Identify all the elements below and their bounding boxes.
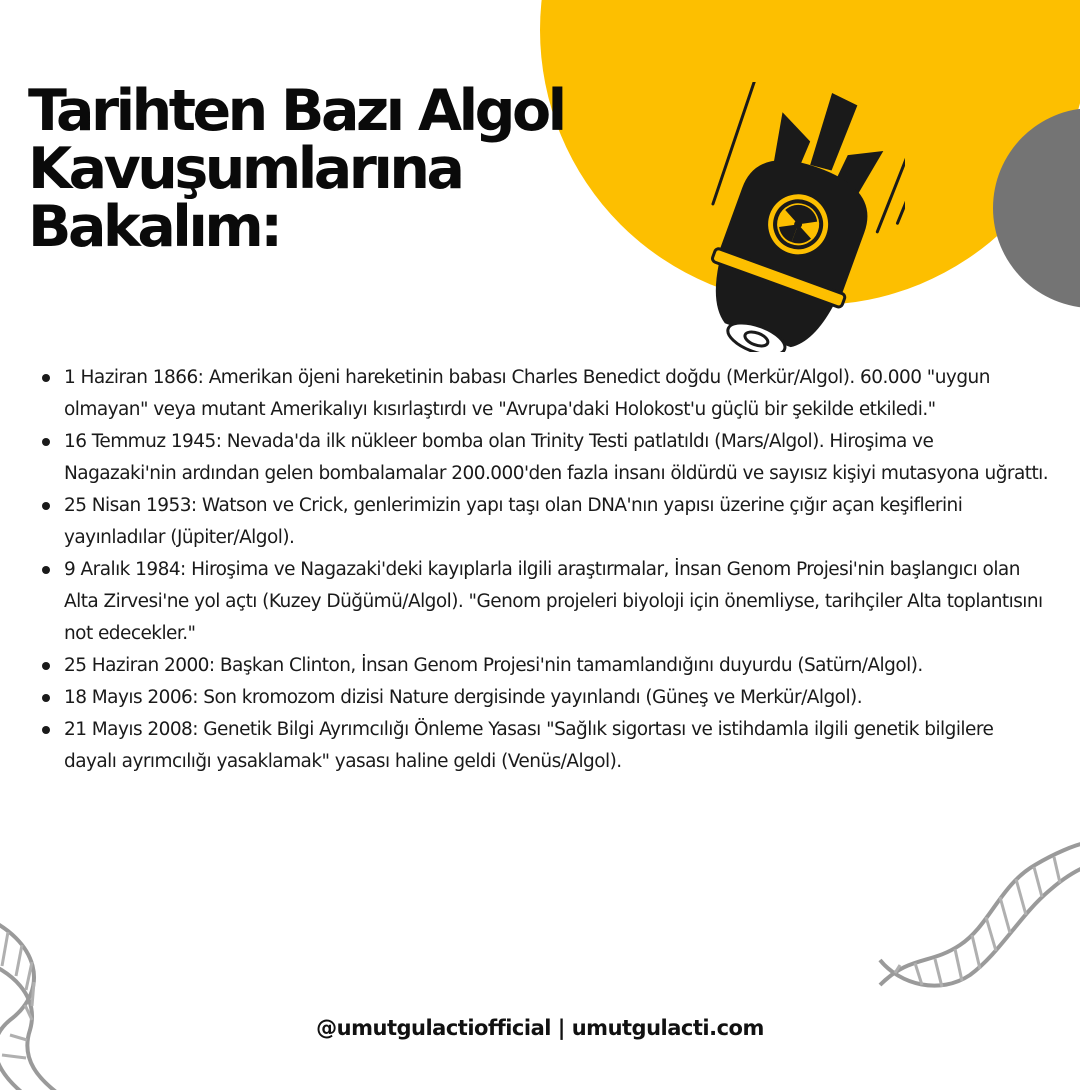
- bullet-icon: [42, 438, 50, 446]
- list-item: [40, 714, 1050, 778]
- list-item: [40, 362, 1050, 426]
- list-item: [40, 650, 1050, 682]
- event-text: 16 Temmuz 1945: Nevada'da ilk nükleer bomba olan Trinity Testi patlatıldı (Mars/Algol). Hiroşima ve Nagazaki'nin ardından gelen bombalamalar 200.000'den fazla insanı öldürdü ve sayısız kişiyi mutasyona uğrattı.: [64, 431, 1049, 484]
- event-text: 18 Mayıs 2006: Son kromozom dizisi Nature dergisinde yayınlandı (Güneş ve Merkür/Algol).: [64, 687, 863, 708]
- bullet-icon: [42, 726, 50, 734]
- dna-helix-icon: [0, 900, 100, 1090]
- bullet-icon: [42, 502, 50, 510]
- bullet-icon: [42, 694, 50, 702]
- bullet-icon: [42, 662, 50, 670]
- event-text: 25 Nisan 1953: Watson ve Crick, genlerimizin yapı taşı olan DNA'nın yapısı üzerine çığır açan keşiflerini yayınladılar (Jüpiter/Algol).: [64, 495, 963, 548]
- list-item: [40, 554, 1050, 650]
- event-text: 25 Haziran 2000: Başkan Clinton, İnsan Genom Projesi'nin tamamlandığını duyurdu (Satürn/Algol).: [64, 655, 923, 676]
- footer-credits: @umutgulactiofficial | umutgulacti.com: [316, 1016, 764, 1040]
- event-text: 1 Haziran 1866: Amerikan öjeni hareketinin babası Charles Benedict doğdu (Merkür/Algol). 60.000 "uygun olmayan" veya mutant Amerikalıyı kısırlaştırdı ve "Avrupa'daki Holokost'u güçlü bir şekilde etkiledi.": [64, 367, 990, 420]
- title-line: Bakalım:: [28, 194, 280, 260]
- title-line: Kavuşumlarına: [28, 136, 462, 202]
- list-item: [40, 426, 1050, 490]
- event-text: 21 Mayıs 2008: Genetik Bilgi Ayrımcılığı Önleme Yasası "Sağlık sigortası ve istihdamla ilgili genetik bilgilere dayalı ayrımcılığı yasaklamak" yasası haline geldi (Venüs/Algol).: [64, 719, 994, 772]
- bullet-icon: [42, 566, 50, 574]
- title-line: Tarihten Bazı Algol: [28, 78, 564, 144]
- list-item: [40, 490, 1050, 554]
- event-text: 9 Aralık 1984: Hiroşima ve Nagazaki'deki kayıplarla ilgili araştırmalar, İnsan Genom Projesi'nin başlangıcı olan Alta Zirvesi'ne yol açtı (Kuzey Düğümü/Algol). "Genom projeleri biyoloji için önemliyse, tarihçiler Alta toplantısını not edecekler.": [64, 559, 1043, 644]
- nuclear-bomb-icon: [690, 82, 905, 352]
- events-list: [40, 362, 1050, 778]
- bullet-icon: [42, 374, 50, 382]
- list-item: [40, 682, 1050, 714]
- dna-helix-icon: [870, 835, 1080, 995]
- page-title: [28, 78, 688, 260]
